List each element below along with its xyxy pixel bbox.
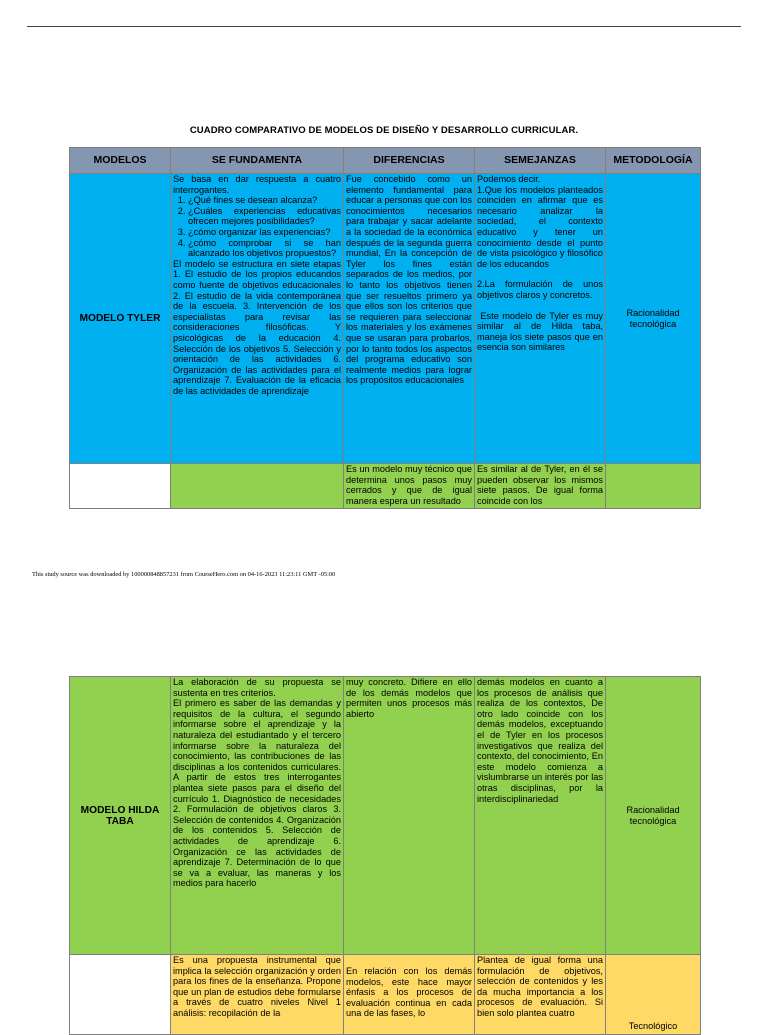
tyler-semejanzas-3: 2.La formulación de unos objetivos claros y concretos. [477, 279, 603, 300]
tyler-fundamenta-intro: Se basa en dar respuesta a cuatro interrogantes. [173, 174, 341, 195]
model-tyler: MODELO TYLER [70, 174, 171, 464]
tyler-semejanzas-2: 1.Que los modelos planteados coinciden en afirmar que es necesario analizar la sociedad, el contexto educativo y tener un conocimiento desde el punto de vista psicológico y filosófico de los educandos [477, 184, 603, 269]
top-rule [27, 26, 741, 27]
row2-diferencias: Es un modelo muy técnico que determina unos pasos muy cerrados y que de igual manera espera un resultado [344, 464, 475, 509]
header-diferencias: DIFERENCIAS [344, 148, 475, 174]
list-item: 3. ¿cómo organizar las experiencias? [188, 227, 341, 238]
taba-metodologia: Racionalidad tecnológica [606, 677, 701, 955]
list-item: 2. ¿Cuáles experiencias educativas ofrecen mejores posibilidades? [188, 206, 341, 227]
row2-fundamenta-empty [171, 464, 344, 509]
tyler-semejanzas-4: Este modelo de Tyler es muy similar al de Hilda taba, maneja los siete pasos que en esencia son similares [477, 310, 606, 353]
row-4 [70, 955, 701, 1035]
row2-model-empty [70, 464, 171, 509]
row2-metodologia-empty [606, 464, 701, 509]
tyler-questions-list [173, 195, 341, 259]
tyler-metodologia: Racionalidad tecnológica [606, 174, 701, 464]
list-item: 4. ¿cómo comprobar si se han alcanzado los objetivos propuestos? [188, 238, 341, 259]
row4-semejanzas: Plantea de igual forma una formulación de objetivos, selección de contenidos y les da mucha importancia a los procesos de evaluación. Si bien solo plantea cuatro [475, 955, 606, 1035]
taba-semejanzas: demás modelos en cuanto a los procesos de análisis que realiza de los contextos, De otro lado coincide con los demás modelos, exceptuando el de Tyler en los procesos investigativos que realiza del contexto, del conocimiento, En este modelo comienza a vislumbrarse un interés por las otras disciplinas, por la interdisciplinariedad [475, 677, 606, 955]
header-se-fundamenta: SE FUNDAMENTA [171, 148, 344, 174]
row-2 [70, 464, 701, 509]
download-footer: This study source was downloaded by 100000848857231 from CourseHero.com on 04-16-2023 11:23:11 GMT -05:00 [32, 571, 336, 578]
comparison-table-page2 [69, 676, 701, 1035]
document-title: CUADRO COMPARATIVO DE MODELOS DE DISEÑO Y DESARROLLO CURRICULAR. [189, 125, 579, 136]
model-hilda-taba: MODELO HILDA TABA [70, 677, 171, 955]
row4-metodologia-text: Tecnológico [628, 1021, 678, 1032]
row4-metodologia [606, 955, 701, 1035]
taba-fundamenta [171, 677, 344, 955]
tyler-semejanzas-1: Podemos decir. [477, 174, 541, 184]
taba-diferencias: muy concreto. Difiere en ello de los demás modelos que permiten unos procesos más abierto [344, 677, 475, 955]
row2-semejanzas: Es similar al de Tyler, en él se pueden observar los mismos siete pasos. De igual forma coincide con los [475, 464, 606, 509]
row4-model-empty [70, 955, 171, 1035]
tyler-diferencias: Fue concebido como un elemento fundamental para educar a personas que con los conocimientos necesarios para trabajar y sacar adelante a la sociedad de la económica después de la segunda guerra mundial, En la concepción de Tyler los fines están separados de los medios, por lo tanto los objetivos tienen que ser resueltos primero ya que ellos son los criterios que se requieren para seleccionar los materiales y los exámenes que se usaran para probarlos, por lo tanto todos los aspectos del programa educativo son realmente medios para lograr los propósitos educacionales [344, 174, 475, 464]
row4-diferencias-text: En relación con los demás modelos, este hace mayor énfasis a los procesos de evaluación continua en cada una de las fases, lo [346, 966, 472, 1019]
comparison-table-page1 [69, 147, 701, 509]
header-row [70, 148, 701, 174]
tyler-fundamenta-body: El modelo se estructura en siete etapas 1. El estudio de los propios educandos como fuente de objetivos educacionales 2. El estudio de la vida contemporánea de la escuela. 3. Intervención de los especialistas para revisar las consideraciones filosóficas. Y psicológicas de la educación 4. Selección de los objetivos 5. Selección y orientación de las actividades 6. Organización de las actividades para el aprendizaje 7. Evaluación de la eficacia de las actividades de aprendizaje [173, 258, 341, 396]
header-metodologia: METODOLOGÍA [606, 148, 701, 174]
header-semejanzas: SEMEJANZAS [475, 148, 606, 174]
tyler-fundamenta [171, 174, 344, 464]
row4-fundamenta: Es una propuesta instrumental que implica la selección organización y orden para los fines de la enseñanza. Propone que un plan de estudios debe formularse a través de cuatro niveles Nivel 1 análisis: recopilación de la [171, 955, 344, 1035]
taba-row [70, 677, 701, 955]
header-modelos: MODELOS [70, 148, 171, 174]
row4-diferencias [344, 955, 475, 1035]
list-item: 1. ¿Qué fines se desean alcanza? [188, 195, 341, 206]
taba-fundamenta-1: La elaboración de su propuesta se sustenta en tres criterios. [173, 677, 341, 698]
tyler-row [70, 174, 701, 464]
taba-fundamenta-2: El primero es saber de las demandas y requisitos de la cultura, el segundo informarse sobre el aprendizaje y la naturaleza del estudiantado y el tercero informarse sobre la naturaleza del conocimiento, las contribuciones de las disciplinas a los contenidos curriculares. A partir de estos tres interrogantes plantea siete pasos para el diseño del currículo 1. Diagnóstico de necesidades 2. Formulación de objetivos claros 3. Selección de contenidos 4. Organización de los contenidos 5. Selección de actividades de aprendizaje 6. Organización ce las actividades de aprendizaje 7. Determinación de lo que se va a evaluar, las maneras y los medios para hacerlo [173, 698, 341, 889]
tyler-semejanzas [475, 174, 606, 464]
